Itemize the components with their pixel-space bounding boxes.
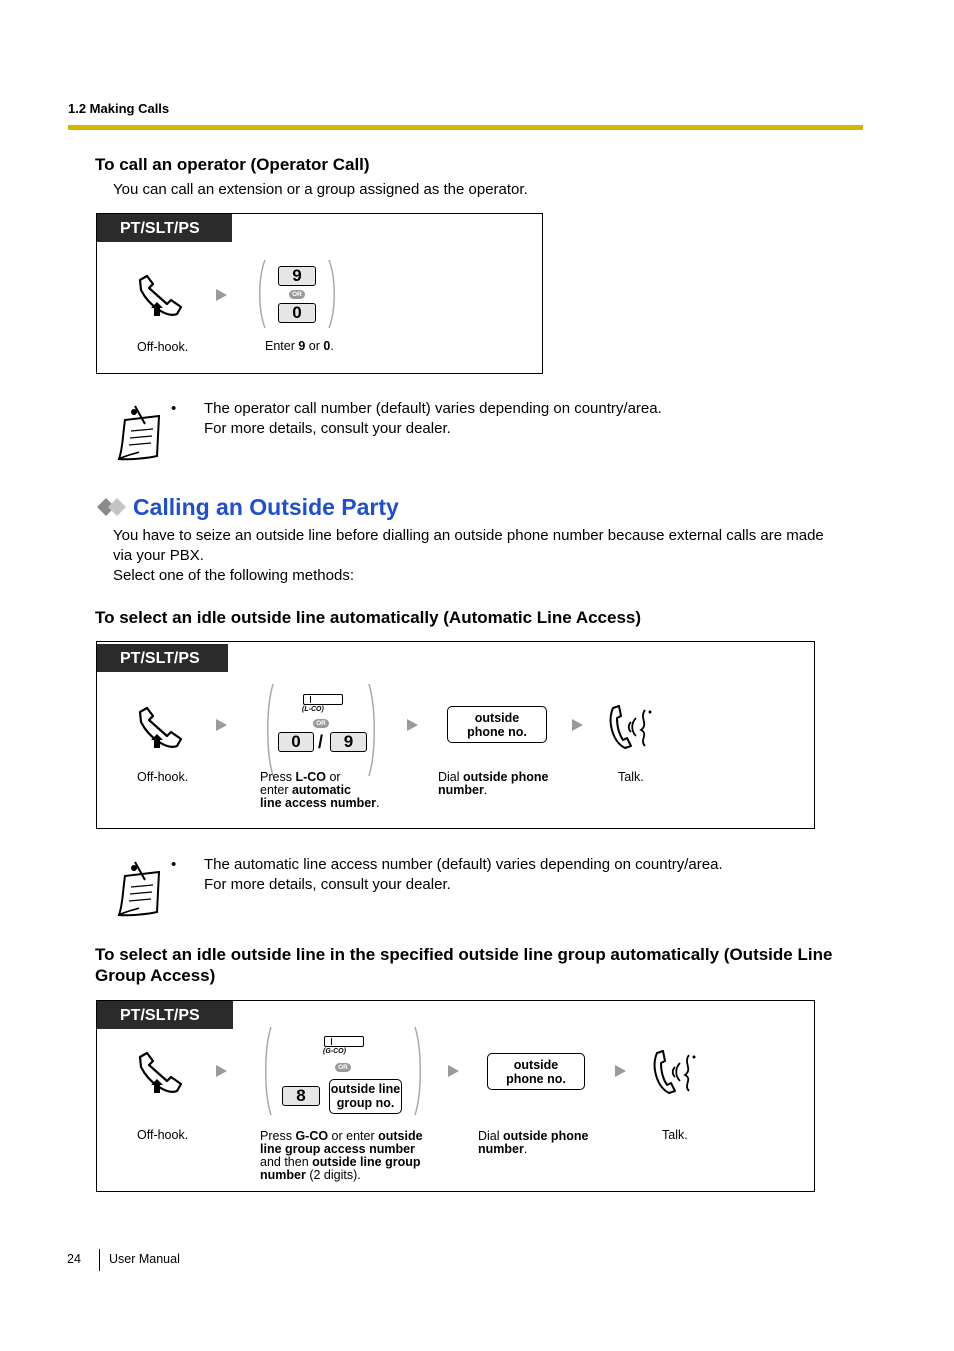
diamond-icon (96, 497, 128, 517)
outside-intro: You have to seize an outside line before dialling an outside phone number because external calls are made via your PBX. Select one of the following methods: (113, 527, 824, 584)
l-co-button (303, 694, 343, 705)
operator-heading: To call an operator (Operator Call) (95, 155, 370, 174)
operator-intro: You can call an extension or a group assigned as the operator. (113, 181, 528, 198)
caption-talk: Talk. (662, 1128, 688, 1142)
step-arrow (216, 1065, 227, 1077)
step-arrow (216, 289, 227, 301)
note-bullet: • (171, 400, 177, 417)
auto-access-note: The automatic line access number (default) varies depending on country/area. For more details, consult your dealer. (204, 856, 723, 893)
note-pad-icon (115, 860, 165, 918)
page-number: 24 (67, 1252, 81, 1266)
offhook-handset-icon (137, 274, 187, 318)
step-arrow (615, 1065, 626, 1077)
caption-dial: Dial outside phone number. (478, 1129, 589, 1156)
outside-phone-number-key: outside phone no. (487, 1053, 585, 1090)
or-badge: OR (313, 719, 329, 728)
caption-talk: Talk. (618, 770, 644, 784)
offhook-handset-icon (137, 1051, 187, 1095)
header-rule (68, 125, 863, 130)
digit-key-0: 0 (278, 303, 316, 323)
group-access-heading: To select an idle outside line in the specified outside line group automatically (Outside Line Group Access) (95, 945, 833, 985)
slash-separator: / (318, 732, 324, 752)
outside-line-group-number-key: outside line group no. (329, 1079, 402, 1114)
digit-key-8: 8 (282, 1086, 320, 1106)
auto-access-procedure-box (96, 641, 815, 829)
operator-note: The operator call number (default) varies depending on country/area. For more details, consult your dealer. (204, 400, 662, 437)
note-pad-icon (115, 404, 165, 462)
talk-icon (605, 702, 657, 750)
digit-key-9: 9 (330, 732, 367, 752)
or-badge: OR (335, 1063, 351, 1072)
g-co-button (324, 1036, 364, 1047)
digit-key-0: 0 (278, 732, 314, 752)
caption-press-l-co: Press L-CO or enter automatic line access number. (260, 770, 380, 810)
caption-dial: Dial outside phone number. (438, 770, 549, 797)
offhook-handset-icon (137, 706, 187, 750)
talk-icon (649, 1047, 701, 1095)
l-co-label: (L-CO) (302, 706, 324, 713)
box-tab: PT/SLT/PS (97, 214, 232, 242)
step-arrow (407, 719, 418, 731)
section-title: Calling an Outside Party (133, 494, 399, 520)
g-co-label: (G-CO) (323, 1048, 346, 1055)
digit-key-9: 9 (278, 266, 316, 286)
box-tab: PT/SLT/PS (97, 1001, 233, 1029)
or-badge: OR (289, 290, 305, 299)
outside-phone-number-key: outside phone no. (447, 706, 547, 743)
caption-offhook: Off-hook. (137, 340, 189, 354)
auto-access-heading: To select an idle outside line automatically (Automatic Line Access) (95, 608, 642, 627)
step-arrow (216, 719, 227, 731)
step-arrow (572, 719, 583, 731)
footer-separator (99, 1249, 100, 1271)
caption-enter: Enter 9 or 0. (265, 339, 334, 353)
box-tab: PT/SLT/PS (97, 644, 228, 672)
step-arrow (448, 1065, 459, 1077)
caption-offhook: Off-hook. (137, 1128, 189, 1142)
section-header: 1.2 Making Calls (68, 101, 170, 116)
group-access-procedure-box (96, 1000, 815, 1192)
footer-label: User Manual (109, 1252, 180, 1266)
operator-procedure-box (96, 213, 543, 374)
caption-offhook: Off-hook. (137, 770, 189, 784)
note-bullet: • (171, 856, 177, 873)
caption-press-g-co: Press G-CO or enter outside line group access number and then outside line group number (2 digits). (260, 1129, 423, 1182)
